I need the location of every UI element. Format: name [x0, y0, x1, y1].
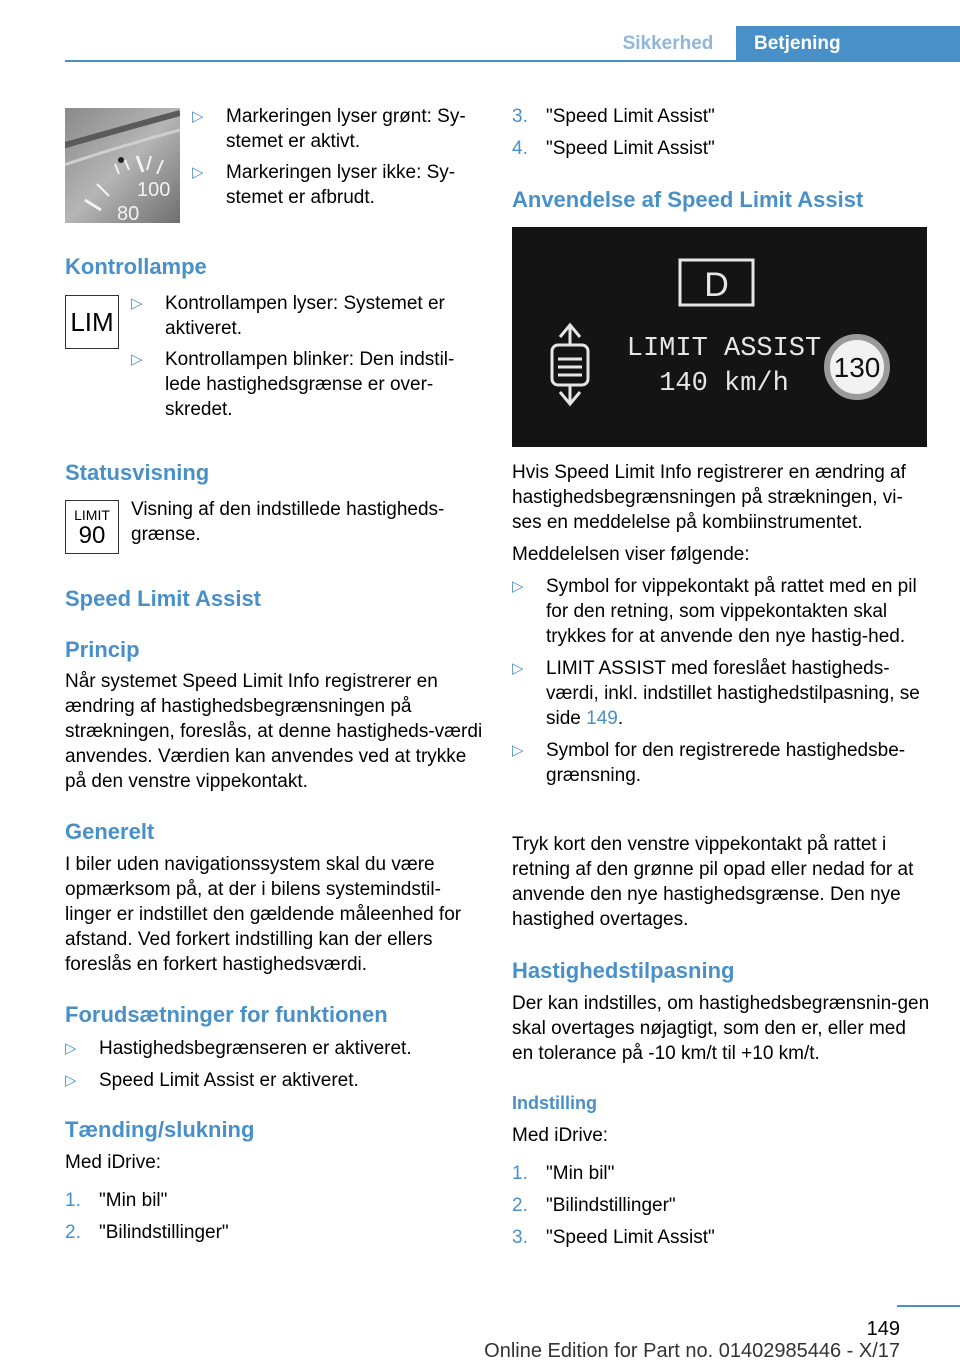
limit-label: LIMIT — [74, 507, 110, 523]
status-text: Visning af den indstillede hastigheds-grænse. — [131, 499, 445, 545]
page-number: 149 — [866, 1318, 900, 1340]
generelt-text: I biler uden navigationssystem skal du være opmærksom på, at der i bilens systemindstil-linger er indstillet den gældende måleenhed for afstand. Ved forkert indstilling kan der ellers foreslås en forkert hastighedsværdi. — [65, 854, 462, 975]
meddelelse-intro: Meddelelsen viser følgende: — [512, 544, 750, 565]
step-text: "Min bil" — [546, 1163, 615, 1184]
bullet-marker: ▷ — [512, 578, 524, 595]
kontrol-bullets — [131, 291, 481, 422]
page-link-149[interactable]: 149 — [586, 708, 618, 729]
bullet-marker: ▷ — [512, 660, 524, 677]
bullet-marker: ▷ — [192, 108, 204, 125]
indstilling-intro: Med iDrive: — [512, 1125, 609, 1146]
bullet-marker: ▷ — [131, 295, 143, 312]
step-number: 3. — [512, 106, 528, 127]
step-text: "Min bil" — [99, 1190, 168, 1211]
steps-continued — [512, 104, 930, 161]
forud-bullets — [65, 1036, 483, 1093]
heading-forudsaetninger: Forudsætninger for funktionen — [65, 1002, 388, 1027]
lim-label: LIM — [70, 306, 114, 337]
bullet-marker: ▷ — [65, 1040, 77, 1057]
taend-steps — [65, 1188, 483, 1245]
heading-statusvisning: Statusvisning — [65, 460, 210, 485]
bullet-marker: ▷ — [512, 742, 524, 759]
speed-sign-icon — [827, 337, 887, 397]
meddelelse-bullets — [512, 574, 930, 788]
step-number: 1. — [512, 1163, 528, 1184]
gauge-number-100: 100 — [137, 179, 171, 201]
step-number: 4. — [512, 138, 528, 159]
hastighed-text: Der kan indstilles, om hastighedsbegrænsnin-gen skal overtages nøjagtigt, som den er, eller med en tolerance på -10 km/t til +10 km/t. — [512, 993, 930, 1064]
bullet-text: Kontrollampen lyser: Systemet er aktiveret. — [165, 293, 445, 339]
heading-generelt: Generelt — [65, 819, 155, 844]
bullet-text: Markeringen lyser grønt: Sy-stemet er aktivt. — [226, 106, 466, 152]
speedometer-gauge-image — [65, 108, 180, 223]
header-rule — [65, 60, 960, 62]
rocker-switch-icon — [552, 325, 588, 404]
step-text: "Bilindstillinger" — [99, 1222, 229, 1243]
gear-indicator: D — [704, 266, 729, 304]
display-line2: 140 km/h — [659, 369, 789, 399]
step-number: 2. — [65, 1222, 81, 1243]
bullet-text: Speed Limit Assist er aktiveret. — [99, 1070, 359, 1091]
step-number: 2. — [512, 1195, 528, 1216]
heading-princip: Princip — [65, 637, 140, 662]
tab-sikkerhed[interactable]: Sikkerhed — [622, 33, 714, 54]
anvendelse-text: Hvis Speed Limit Info registrerer en ændring af hastighedsbegrænsningen på strækningen, vi-ses en meddelelse på kombiinstrumentet. — [512, 462, 906, 533]
limit-assist-display-image — [512, 227, 927, 447]
heading-speed-limit-assist: Speed Limit Assist — [65, 586, 262, 611]
bullet-text: Symbol for vippekontakt på rattet med en pil for den retning, som vippekontakten skal trykkes for at anvende den nye hastig-hed. — [546, 576, 917, 647]
tryk-text: Tryk kort den venstre vippekontakt på rattet i retning af den grønne pil opad eller nedad for at anvende den nye hastighedsgrænse. Den nye hastighed overtages. — [512, 834, 914, 930]
bullet-text: Hastighedsbegrænseren er aktiveret. — [99, 1038, 412, 1059]
indstilling-steps — [512, 1161, 930, 1250]
step-number: 1. — [65, 1190, 81, 1211]
lim-indicator-icon — [65, 295, 119, 349]
speed-sign-value: 130 — [833, 352, 881, 383]
step-text: "Speed Limit Assist" — [546, 138, 715, 159]
limit-value: 90 — [78, 522, 106, 549]
bullet-text: Symbol for den registrerede hastighedsbe-grænsning. — [546, 740, 906, 786]
edition-footer: Online Edition for Part no. 01402985446 - X/17 — [484, 1340, 900, 1362]
bullet-marker: ▷ — [131, 351, 143, 368]
step-number: 3. — [512, 1227, 528, 1248]
bullet-text: Kontrollampen blinker: Den indstil-lede hastighedsgrænse er over-skredet. — [165, 349, 455, 420]
bullet-text: Markeringen lyser ikke: Sy-stemet er afbrudt. — [226, 162, 456, 208]
gauge-bullets — [192, 104, 482, 210]
taend-intro: Med iDrive: — [65, 1152, 162, 1173]
limit-90-icon — [65, 500, 119, 554]
step-text: "Bilindstillinger" — [546, 1195, 676, 1216]
heading-kontrollampe: Kontrollampe — [65, 254, 207, 279]
heading-hastighedstilpasning: Hastighedstilpasning — [512, 958, 735, 983]
heading-taending: Tænding/slukning — [65, 1117, 255, 1142]
bullet-marker: ▷ — [192, 164, 204, 181]
step-text: "Speed Limit Assist" — [546, 106, 715, 127]
step-text: "Speed Limit Assist" — [546, 1227, 715, 1248]
heading-indstilling: Indstilling — [512, 1093, 597, 1113]
princip-text: Når systemet Speed Limit Info registrerer en ændring af hastighedsbegrænsningen på strækningen, foreslås, at denne hastigheds-værdi anvendes. Værdien kan anvendes ved at trykke på den venstre vippekontakt. — [65, 671, 483, 792]
tab-betjening[interactable]: Betjening — [736, 26, 960, 62]
bullet-marker: ▷ — [65, 1072, 77, 1089]
heading-anvendelse: Anvendelse af Speed Limit Assist — [512, 187, 864, 212]
bullet-text-end: . — [617, 708, 624, 729]
display-line1: LIMIT ASSIST — [626, 334, 822, 364]
bullet-text: LIMIT ASSIST med foreslået hastigheds-værdi, inkl. indstillet hastighedstilpasning, se side — [546, 658, 920, 729]
footer-rule — [897, 1305, 960, 1307]
gauge-number-80: 80 — [117, 203, 140, 223]
